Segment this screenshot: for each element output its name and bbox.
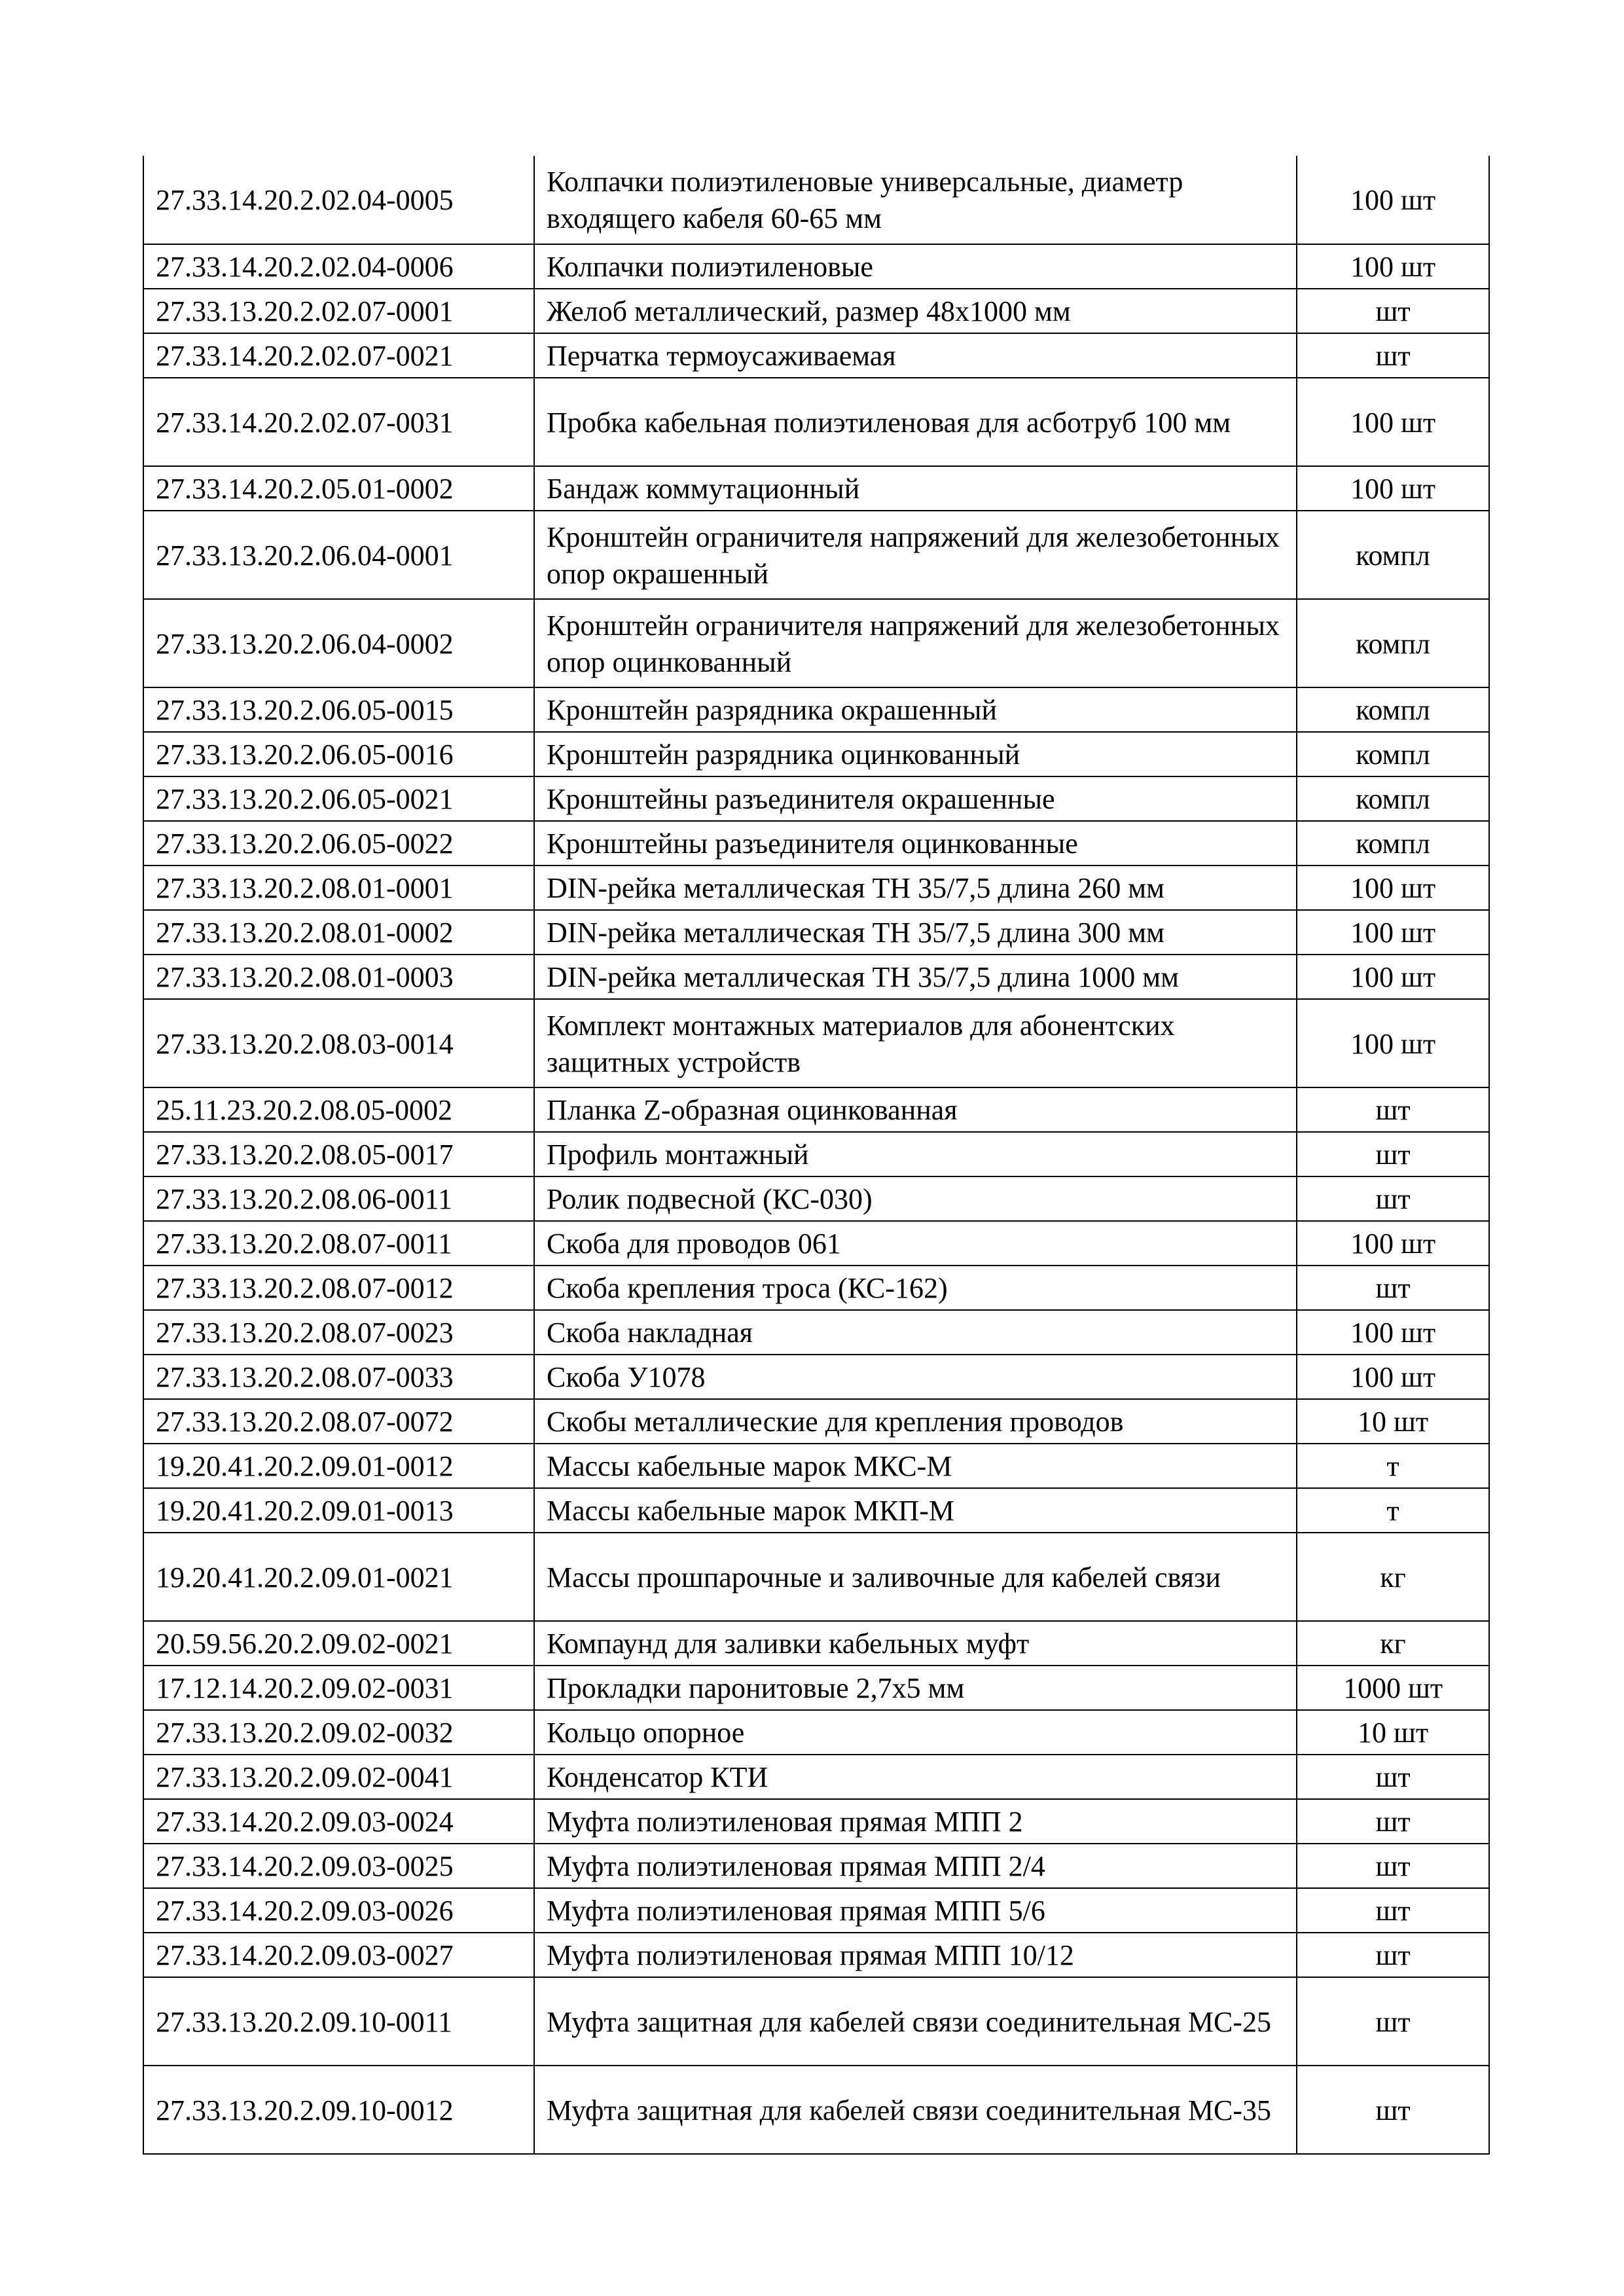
resource-name-cell: Скоба накладная: [534, 1310, 1297, 1355]
table-row: [143, 1710, 1489, 1755]
resource-code-cell: 27.33.13.20.2.09.02-0032: [143, 1710, 534, 1755]
resource-name-cell: Скобы металлические для крепления проводов: [534, 1399, 1297, 1444]
unit-cell: шт: [1297, 1844, 1489, 1888]
unit-cell: шт: [1297, 1266, 1489, 1310]
resource-code-cell: 27.33.13.20.2.08.01-0002: [143, 910, 534, 955]
table-row: [143, 333, 1489, 378]
table-row: [143, 955, 1489, 999]
unit-cell: компл: [1297, 687, 1489, 732]
resource-code-cell: 27.33.14.20.2.02.07-0031: [143, 378, 534, 466]
resource-name-cell: Кронштейн разрядника окрашенный: [534, 687, 1297, 732]
table-row: [143, 999, 1489, 1087]
table-row: [143, 1844, 1489, 1888]
table-row: [143, 244, 1489, 289]
resource-name-cell: Комплект монтажных материалов для абонентских защитных устройств: [534, 999, 1297, 1087]
unit-cell: шт: [1297, 1755, 1489, 1799]
table-row: [143, 1310, 1489, 1355]
resource-code-cell: 27.33.13.20.2.08.07-0012: [143, 1266, 534, 1310]
resource-name-cell: Массы прошпарочные и заливочные для кабелей связи: [534, 1533, 1297, 1621]
resource-code-cell: 27.33.13.20.2.09.10-0012: [143, 2066, 534, 2154]
unit-cell: т: [1297, 1444, 1489, 1488]
resource-name-cell: Колпачки полиэтиленовые универсальные, диаметр входящего кабеля 60-65 мм: [534, 156, 1297, 244]
resource-name-cell: Массы кабельные марок МКП-М: [534, 1488, 1297, 1533]
resource-name-cell: Скоба крепления троса (КС-162): [534, 1266, 1297, 1310]
resource-name-cell: Кронштейны разъединителя окрашенные: [534, 776, 1297, 821]
table-row: [143, 1087, 1489, 1132]
unit-cell: кг: [1297, 1533, 1489, 1621]
resource-name-cell: Кронштейны разъединителя оцинкованные: [534, 821, 1297, 866]
table-row: [143, 1488, 1489, 1533]
unit-cell: шт: [1297, 1977, 1489, 2066]
resource-code-cell: 27.33.13.20.2.06.05-0016: [143, 732, 534, 776]
table-row: [143, 156, 1489, 244]
resource-name-cell: Муфта защитная для кабелей связи соединительная МС-35: [534, 2066, 1297, 2154]
resource-name-cell: Пробка кабельная полиэтиленовая для асботруб 100 мм: [534, 378, 1297, 466]
resource-code-cell: 27.33.13.20.2.08.01-0003: [143, 955, 534, 999]
table-row: [143, 1132, 1489, 1176]
resource-code-cell: 27.33.13.20.2.06.05-0021: [143, 776, 534, 821]
resource-code-cell: 27.33.14.20.2.02.07-0021: [143, 333, 534, 378]
unit-cell: 100 шт: [1297, 866, 1489, 910]
resource-name-cell: Скоба У1078: [534, 1355, 1297, 1399]
unit-cell: шт: [1297, 1176, 1489, 1221]
resource-name-cell: DIN-рейка металлическая ТН 35/7,5 длина 260 мм: [534, 866, 1297, 910]
resource-name-cell: DIN-рейка металлическая ТН 35/7,5 длина 1000 мм: [534, 955, 1297, 999]
resource-name-cell: Компаунд для заливки кабельных муфт: [534, 1621, 1297, 1666]
resource-name-cell: Кольцо опорное: [534, 1710, 1297, 1755]
resource-code-cell: 27.33.14.20.2.02.04-0005: [143, 156, 534, 244]
resource-name-cell: Бандаж коммутационный: [534, 466, 1297, 511]
table-row: [143, 378, 1489, 466]
unit-cell: 100 шт: [1297, 156, 1489, 244]
table-row: [143, 2066, 1489, 2154]
table-row: [143, 866, 1489, 910]
resource-code-cell: 27.33.14.20.2.09.03-0024: [143, 1799, 534, 1844]
unit-cell: шт: [1297, 289, 1489, 333]
materials-table: [143, 156, 1490, 2155]
unit-cell: 100 шт: [1297, 910, 1489, 955]
resource-code-cell: 20.59.56.20.2.09.02-0021: [143, 1621, 534, 1666]
resource-name-cell: Перчатка термоусаживаемая: [534, 333, 1297, 378]
unit-cell: 100 шт: [1297, 1221, 1489, 1266]
unit-cell: шт: [1297, 1132, 1489, 1176]
table-row: [143, 466, 1489, 511]
resource-code-cell: 27.33.13.20.2.08.03-0014: [143, 999, 534, 1087]
unit-cell: 100 шт: [1297, 1355, 1489, 1399]
resource-name-cell: Муфта полиэтиленовая прямая МПП 10/12: [534, 1933, 1297, 1977]
resource-code-cell: 27.33.13.20.2.09.02-0041: [143, 1755, 534, 1799]
unit-cell: компл: [1297, 511, 1489, 599]
unit-cell: 100 шт: [1297, 1310, 1489, 1355]
resource-code-cell: 17.12.14.20.2.09.02-0031: [143, 1666, 534, 1710]
table-row: [143, 776, 1489, 821]
table-row: [143, 1888, 1489, 1933]
table-row: [143, 511, 1489, 599]
resource-name-cell: Муфта полиэтиленовая прямая МПП 5/6: [534, 1888, 1297, 1933]
resource-code-cell: 27.33.14.20.2.02.04-0006: [143, 244, 534, 289]
unit-cell: шт: [1297, 333, 1489, 378]
unit-cell: шт: [1297, 1933, 1489, 1977]
table-row: [143, 1933, 1489, 1977]
table-row: [143, 687, 1489, 732]
resource-code-cell: 19.20.41.20.2.09.01-0012: [143, 1444, 534, 1488]
resource-code-cell: 27.33.13.20.2.08.07-0033: [143, 1355, 534, 1399]
resource-code-cell: 27.33.13.20.2.06.05-0015: [143, 687, 534, 732]
table-row: [143, 1444, 1489, 1488]
table-row: [143, 1755, 1489, 1799]
table-row: [143, 732, 1489, 776]
resource-name-cell: Ролик подвесной (КС-030): [534, 1176, 1297, 1221]
unit-cell: компл: [1297, 821, 1489, 866]
unit-cell: шт: [1297, 1087, 1489, 1132]
table-row: [143, 1621, 1489, 1666]
unit-cell: 10 шт: [1297, 1399, 1489, 1444]
resource-code-cell: 25.11.23.20.2.08.05-0002: [143, 1087, 534, 1132]
table-row: [143, 289, 1489, 333]
table-row: [143, 821, 1489, 866]
table-row: [143, 1399, 1489, 1444]
table-row: [143, 1799, 1489, 1844]
resource-name-cell: Кронштейн разрядника оцинкованный: [534, 732, 1297, 776]
resource-code-cell: 27.33.14.20.2.09.03-0027: [143, 1933, 534, 1977]
resource-name-cell: Желоб металлический, размер 48х1000 мм: [534, 289, 1297, 333]
resource-code-cell: 27.33.13.20.2.08.05-0017: [143, 1132, 534, 1176]
resource-code-cell: 27.33.13.20.2.08.07-0023: [143, 1310, 534, 1355]
unit-cell: кг: [1297, 1621, 1489, 1666]
table-row: [143, 1977, 1489, 2066]
table-row: [143, 1176, 1489, 1221]
resource-code-cell: 19.20.41.20.2.09.01-0021: [143, 1533, 534, 1621]
unit-cell: 10 шт: [1297, 1710, 1489, 1755]
unit-cell: 100 шт: [1297, 999, 1489, 1087]
table-row: [143, 599, 1489, 687]
table-row: [143, 1666, 1489, 1710]
unit-cell: шт: [1297, 1799, 1489, 1844]
unit-cell: 100 шт: [1297, 244, 1489, 289]
resource-name-cell: Скоба для проводов 061: [534, 1221, 1297, 1266]
resource-code-cell: 27.33.13.20.2.09.10-0011: [143, 1977, 534, 2066]
table-row: [143, 1355, 1489, 1399]
resource-code-cell: 27.33.13.20.2.06.04-0001: [143, 511, 534, 599]
resource-code-cell: 27.33.13.20.2.06.04-0002: [143, 599, 534, 687]
table-row: [143, 1221, 1489, 1266]
resource-code-cell: 27.33.14.20.2.05.01-0002: [143, 466, 534, 511]
unit-cell: 1000 шт: [1297, 1666, 1489, 1710]
resource-code-cell: 27.33.13.20.2.08.06-0011: [143, 1176, 534, 1221]
unit-cell: т: [1297, 1488, 1489, 1533]
unit-cell: шт: [1297, 1888, 1489, 1933]
resource-code-cell: 27.33.13.20.2.06.05-0022: [143, 821, 534, 866]
resource-code-cell: 27.33.13.20.2.02.07-0001: [143, 289, 534, 333]
unit-cell: шт: [1297, 2066, 1489, 2154]
resource-name-cell: Муфта полиэтиленовая прямая МПП 2/4: [534, 1844, 1297, 1888]
resource-code-cell: 27.33.13.20.2.08.07-0072: [143, 1399, 534, 1444]
resource-name-cell: Колпачки полиэтиленовые: [534, 244, 1297, 289]
resource-name-cell: Кронштейн ограничителя напряжений для железобетонных опор оцинкованный: [534, 599, 1297, 687]
unit-cell: 100 шт: [1297, 378, 1489, 466]
materials-table-body: [143, 156, 1489, 2154]
resource-code-cell: 27.33.13.20.2.08.07-0011: [143, 1221, 534, 1266]
resource-code-cell: 27.33.14.20.2.09.03-0026: [143, 1888, 534, 1933]
unit-cell: компл: [1297, 732, 1489, 776]
unit-cell: компл: [1297, 599, 1489, 687]
unit-cell: 100 шт: [1297, 466, 1489, 511]
resource-name-cell: Конденсатор КТИ: [534, 1755, 1297, 1799]
table-row: [143, 1533, 1489, 1621]
resource-name-cell: Муфта защитная для кабелей связи соединительная МС-25: [534, 1977, 1297, 2066]
resource-code-cell: 27.33.13.20.2.08.01-0001: [143, 866, 534, 910]
resource-code-cell: 19.20.41.20.2.09.01-0013: [143, 1488, 534, 1533]
resource-name-cell: DIN-рейка металлическая ТН 35/7,5 длина 300 мм: [534, 910, 1297, 955]
unit-cell: 100 шт: [1297, 955, 1489, 999]
resource-name-cell: Массы кабельные марок МКС-М: [534, 1444, 1297, 1488]
resource-name-cell: Муфта полиэтиленовая прямая МПП 2: [534, 1799, 1297, 1844]
unit-cell: компл: [1297, 776, 1489, 821]
resource-name-cell: Профиль монтажный: [534, 1132, 1297, 1176]
resource-name-cell: Прокладки паронитовые 2,7х5 мм: [534, 1666, 1297, 1710]
resource-name-cell: Планка Z-образная оцинкованная: [534, 1087, 1297, 1132]
table-row: [143, 1266, 1489, 1310]
resource-code-cell: 27.33.14.20.2.09.03-0025: [143, 1844, 534, 1888]
table-row: [143, 910, 1489, 955]
resource-name-cell: Кронштейн ограничителя напряжений для железобетонных опор окрашенный: [534, 511, 1297, 599]
